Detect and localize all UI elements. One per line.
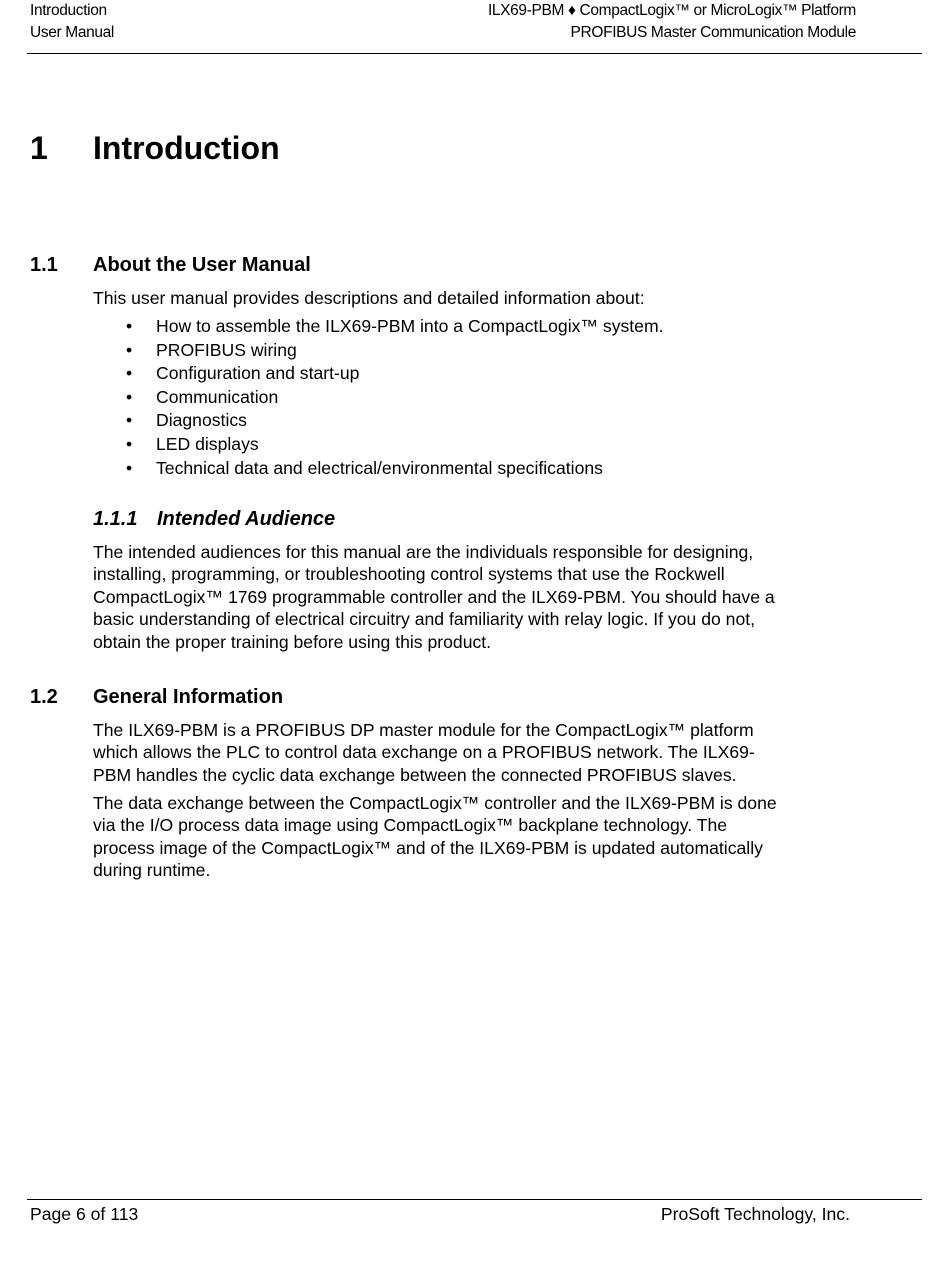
bullet-icon: •	[126, 386, 133, 407]
footer-rule	[27, 1199, 922, 1200]
list-item: • Diagnostics	[93, 409, 664, 433]
general-information-paragraph-1: The ILX69-PBM is a PROFIBUS DP master module for the CompactLogix™ platform which allows the PLC to control data exchange on a PROFIBUS network. The ILX69- PBM handles the cyclic data exchange between the connected PROFIBUS slaves.	[93, 720, 755, 785]
page-number: Page 6 of 113	[30, 1204, 139, 1224]
list-item: • Communication	[93, 386, 664, 410]
running-header	[30, 0, 856, 44]
topics-bullet-list	[93, 315, 664, 480]
general-information-paragraph-2: The data exchange between the CompactLogix™ controller and the ILX69-PBM is done via the I/O process data image using CompactLogix™ backplane technology. The process image of the CompactLogix™ and of the ILX69-PBM is updated automatically during runtime.	[93, 793, 777, 881]
list-item: • How to assemble the ILX69-PBM into a CompactLogix™ system.	[93, 315, 664, 339]
bullet-icon: •	[126, 363, 133, 384]
running-header-row-1	[30, 0, 856, 22]
bullet-icon: •	[126, 339, 133, 360]
section-title: About the User Manual	[93, 254, 311, 276]
intended-audience-paragraph: The intended audiences for this manual are the individuals responsible for designing, installing, programming, or troubleshooting control systems that use the Rockwell CompactLogix™ 1769 programmable controller and the ILX69-PBM. You should have a basic understanding of electrical circuitry and familiarity with relay logic. If you do not, obtain the proper training before using this product.	[93, 542, 775, 652]
subsection-number: 1.1.1	[93, 508, 138, 530]
header-document-type: User Manual	[30, 24, 115, 41]
section-title: General Information	[93, 686, 284, 708]
section-1-1-intro: This user manual provides descriptions and detailed information about:	[93, 288, 645, 308]
bullet-icon: •	[126, 410, 133, 431]
list-item: • Technical data and electrical/environmental specifications	[93, 457, 664, 481]
bullet-icon: •	[126, 316, 133, 336]
chapter-title: Introduction	[93, 130, 280, 166]
list-item: • PROFIBUS wiring	[93, 339, 664, 363]
running-header-row-2	[30, 22, 856, 44]
header-chapter-name: Introduction	[30, 2, 107, 19]
page-footer	[30, 1203, 850, 1225]
header-rule	[27, 53, 922, 54]
subsection-title: Intended Audience	[157, 508, 336, 530]
section-number: 1.2	[30, 686, 58, 708]
header-product-subtitle: PROFIBUS Master Communication Module	[570, 24, 856, 41]
list-item: • Configuration and start-up	[93, 362, 664, 386]
bullet-icon: •	[126, 457, 133, 478]
header-product-title: ILX69-PBM ♦ CompactLogix™ or MicroLogix™ Platform	[487, 2, 856, 19]
bullet-icon: •	[126, 433, 133, 454]
list-item: • LED displays	[93, 433, 664, 457]
company-name: ProSoft Technology, Inc.	[660, 1204, 850, 1224]
chapter-number: 1	[30, 130, 48, 166]
section-number: 1.1	[30, 254, 58, 276]
